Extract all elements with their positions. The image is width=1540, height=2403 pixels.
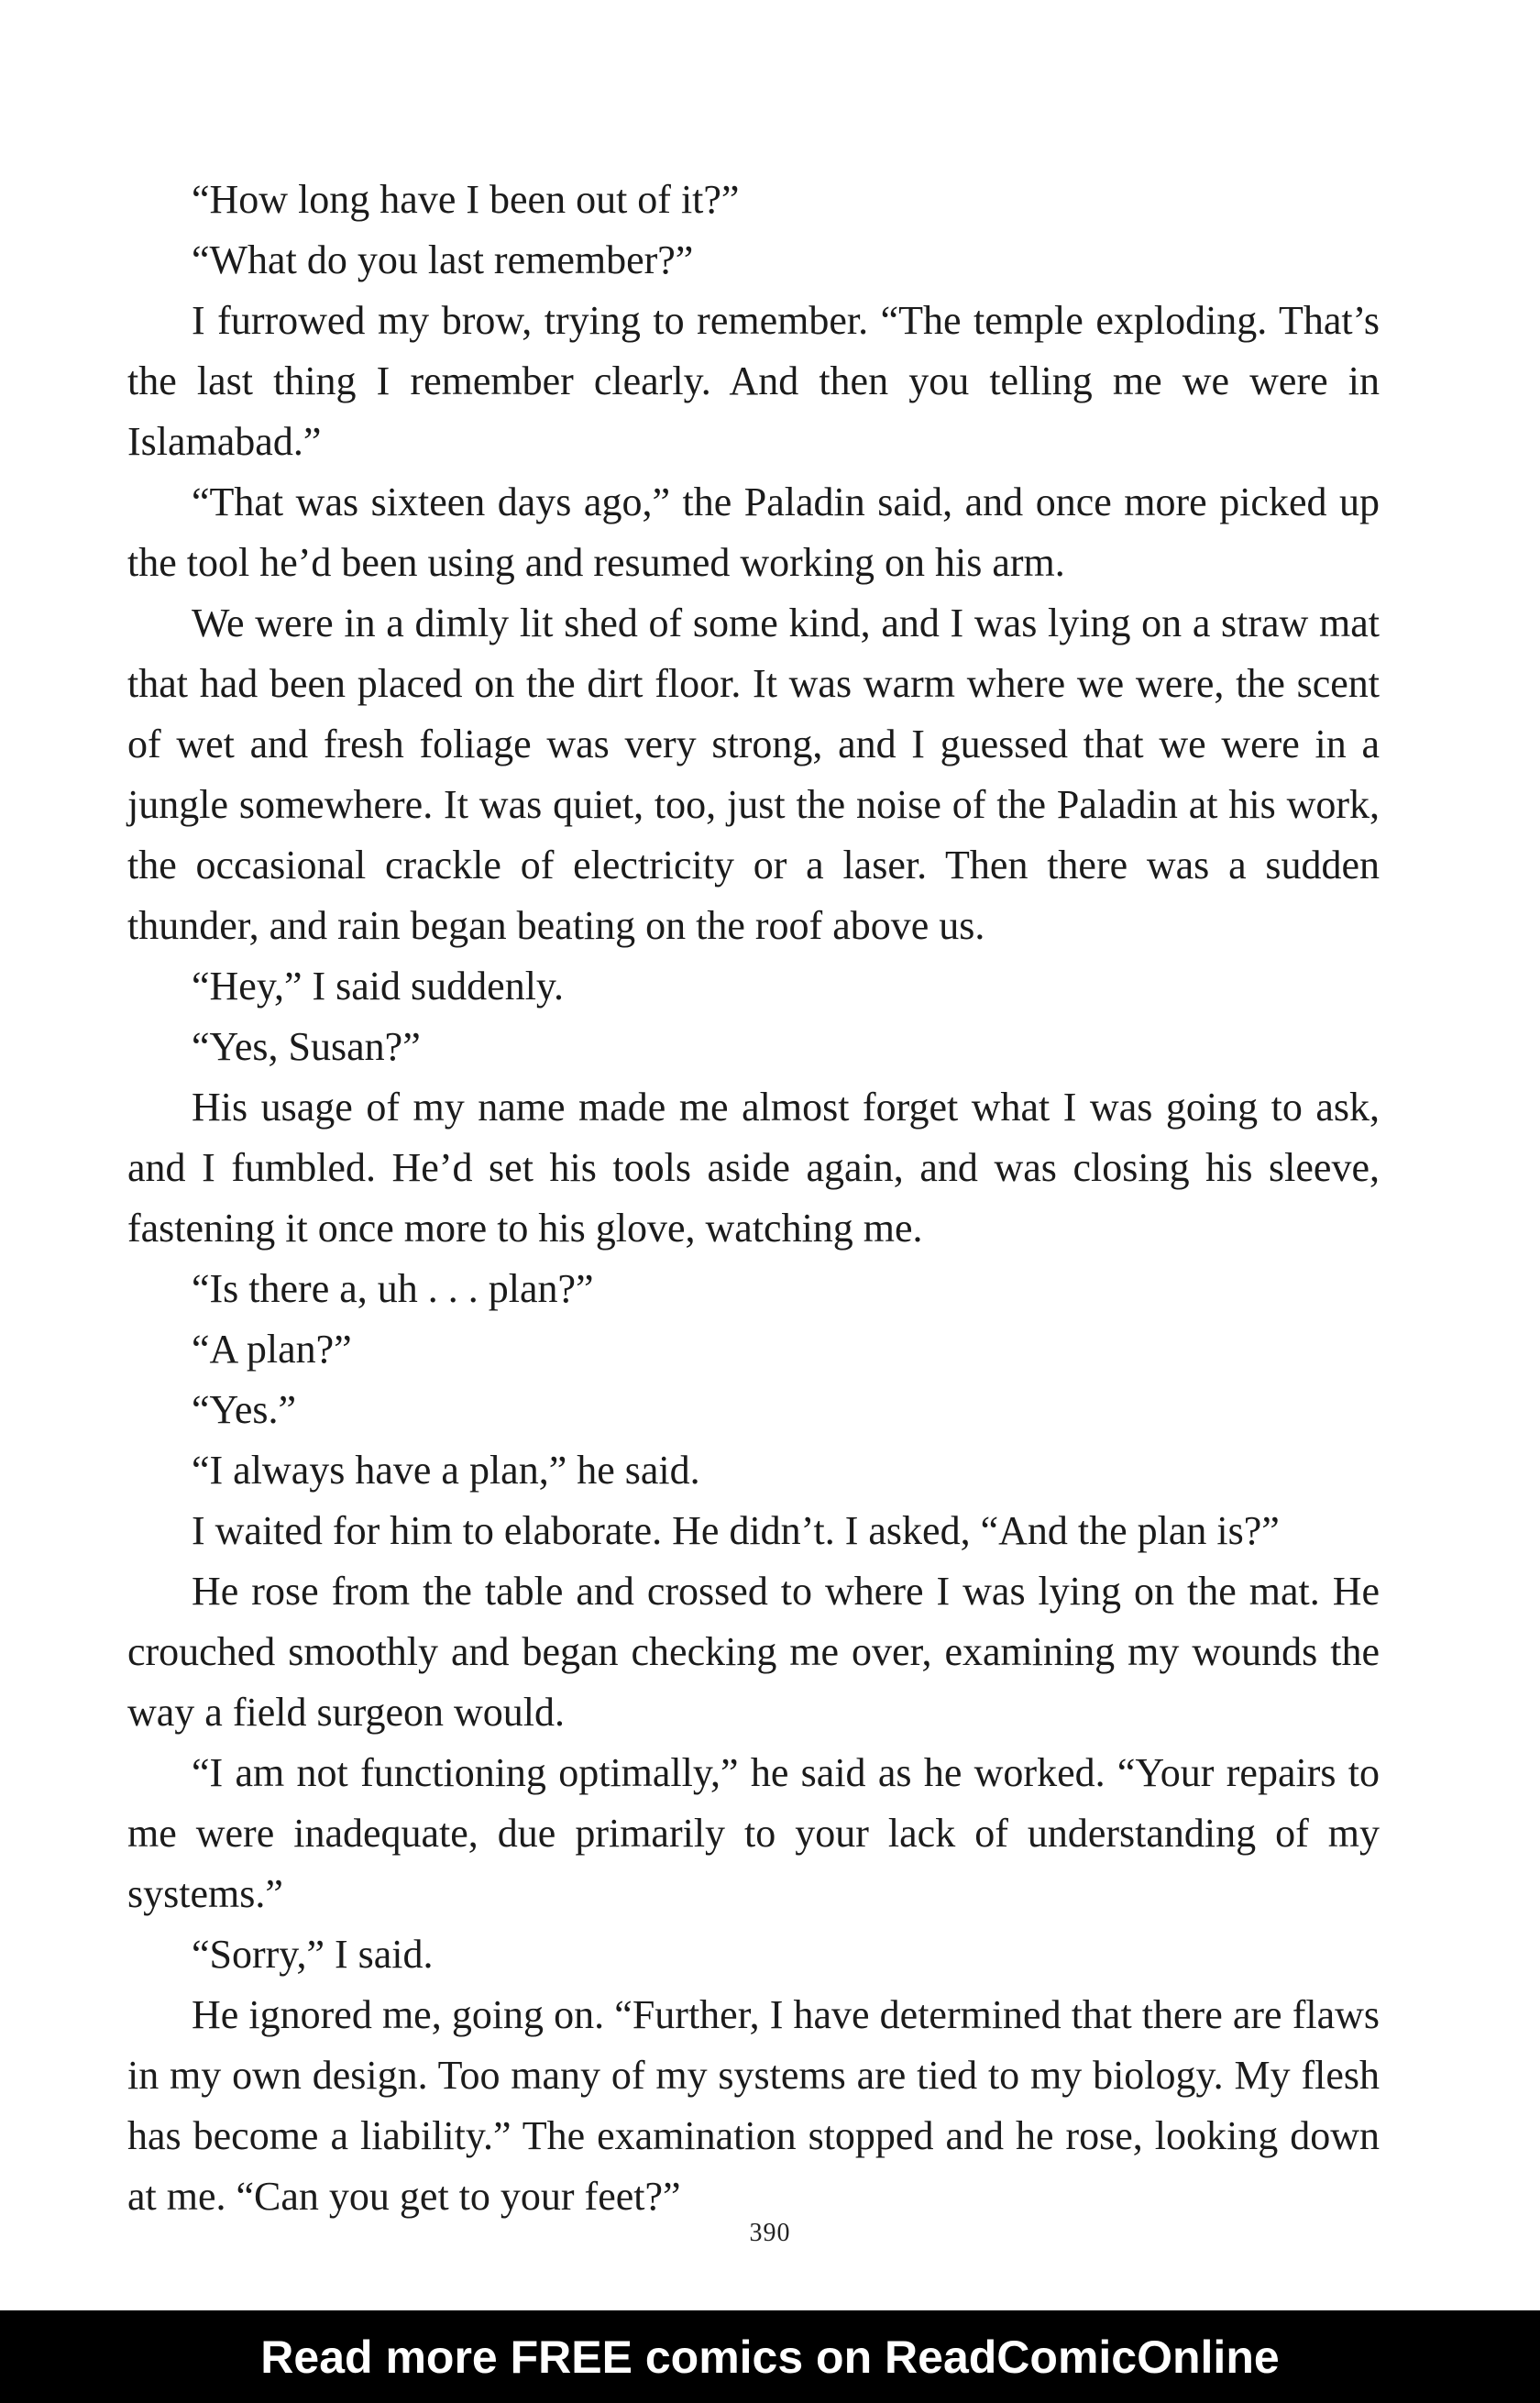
paragraph: “How long have I been out of it?” xyxy=(192,177,740,222)
paragraph: I furrowed my brow, trying to remember. “The temple exploding. That’s the last thing I remember clearly. And then you telling me we were in Islamabad.” xyxy=(127,298,1380,464)
paragraph: His usage of my name made me almost forget what I was going to ask, and I fumbled. He’d set his tools aside again, and was closing his sleeve, fastening it once more to his glove, watching me. xyxy=(127,1085,1380,1251)
paragraph: “Sorry,” I said. xyxy=(192,1932,434,1977)
paragraph: “What do you last remember?” xyxy=(192,237,694,282)
promo-banner[interactable] xyxy=(0,2310,1540,2403)
paragraph: I waited for him to elaborate. He didn’t. I asked, “And the plan is?” xyxy=(192,1508,1280,1553)
paragraph: “That was sixteen days ago,” the Paladin said, and once more picked up the tool he’d been using and resumed working on his arm. xyxy=(127,479,1380,585)
paragraph: “I always have a plan,” he said. xyxy=(192,1448,700,1493)
paragraph: We were in a dimly lit shed of some kind, and I was lying on a straw mat that had been placed on the dirt floor. It was warm where we were, the scent of wet and fresh foliage was very strong, and I guessed that we were in a jungle somewhere. It was quiet, too, just the noise of the Paladin at his work, the occasional crackle of electricity or a laser. Then there was a sudden thunder, and rain began beating on the roof above us. xyxy=(127,601,1380,948)
paragraph: “I am not functioning optimally,” he said as he worked. “Your repairs to me were inadequate, due primarily to your lack of understanding of my systems.” xyxy=(127,1750,1380,1916)
body-text xyxy=(127,170,1380,2227)
paragraph: “A plan?” xyxy=(192,1327,352,1372)
paragraph: He ignored me, going on. “Further, I have determined that there are flaws in my own design. Too many of my systems are tied to my biology. My flesh has become a liability.” The examination stopped and he rose, looking down at me. “Can you get to your feet?” xyxy=(127,1992,1380,2219)
paragraph: “Yes.” xyxy=(192,1387,297,1432)
promo-banner-text[interactable]: Read more FREE comics on ReadComicOnline xyxy=(260,2331,1280,2383)
paragraph: “Yes, Susan?” xyxy=(192,1024,421,1069)
paragraph: He rose from the table and crossed to where I was lying on the mat. He crouched smoothly and began checking me over, examining my wounds the way a field surgeon would. xyxy=(127,1569,1380,1735)
page-number: 390 xyxy=(749,2219,791,2247)
paragraph: “Hey,” I said suddenly. xyxy=(192,964,565,1009)
paragraph: “Is there a, uh . . . plan?” xyxy=(192,1266,594,1311)
